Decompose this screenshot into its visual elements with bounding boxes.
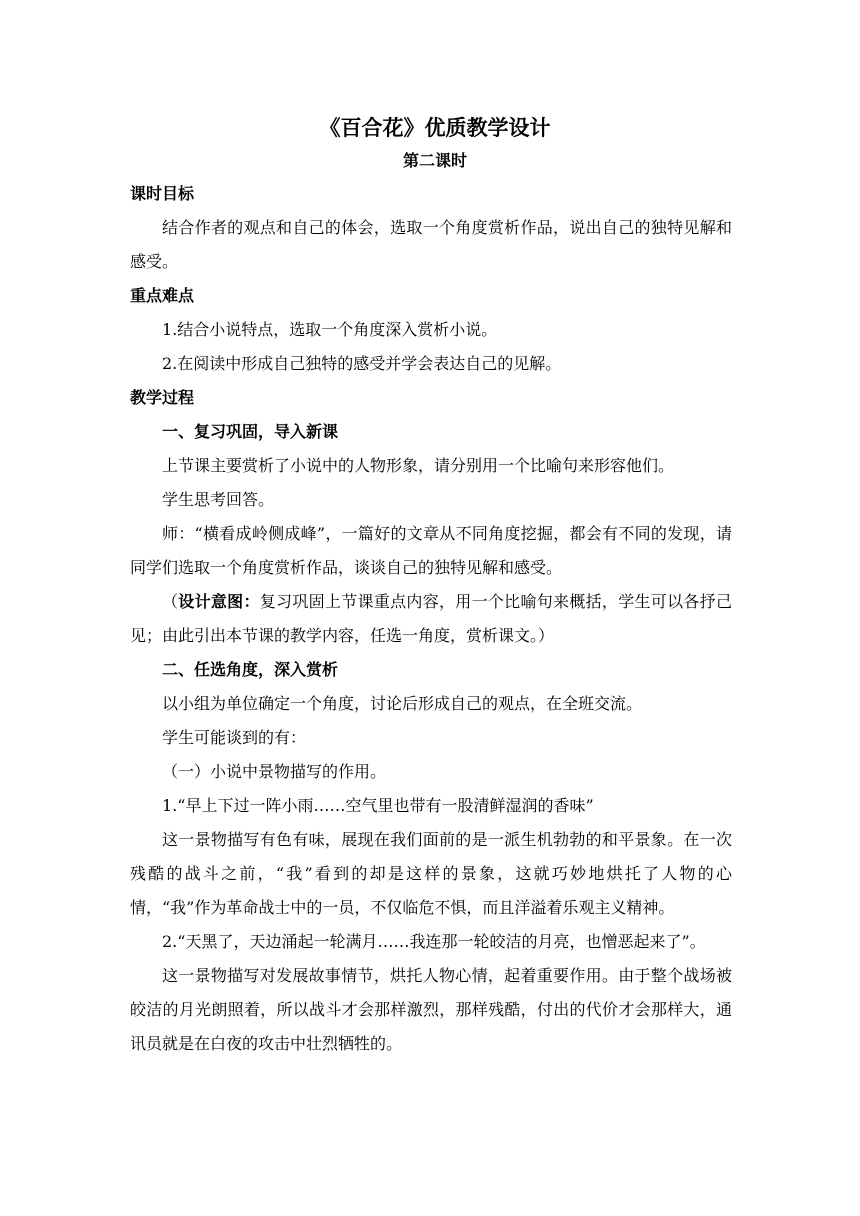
quote-1: 1.“早上下过一阵小雨……空气里也带有一股清鲜湿润的香味” — [162, 796, 594, 815]
step2-subheading-1: （一）小说中景物描写的作用。 — [162, 762, 387, 781]
step2-heading: 二、任选角度，深入赏析 — [162, 660, 339, 679]
document-subtitle: 第二课时 — [402, 151, 467, 170]
design-intent-label: 设计意图： — [178, 592, 260, 611]
note-open-paren: （ — [162, 592, 179, 611]
key-point-item-2: 2.在阅读中形成自己独特的感受并学会表达自己的见解。 — [162, 354, 562, 373]
document-content — [130, 111, 732, 1061]
step2-paragraph-1: 以小组为单位确定一个角度，讨论后形成自己的观点，在全班交流。 — [162, 694, 643, 713]
key-point-item-1: 1.结合小说特点，选取一个角度深入赏析小说。 — [162, 320, 498, 339]
quote-2: 2.“天黑了，天边涌起一轮满月……我连那一轮皎洁的月亮，也憎恶起来了”。 — [162, 932, 706, 951]
step1-heading: 一、复习巩固，导入新课 — [162, 422, 339, 441]
step1-paragraph-2: 学生思考回答。 — [162, 490, 275, 509]
process-heading: 教学过程 — [130, 388, 195, 407]
design-intent-text: 复习巩固上节课重点内容，用一个比喻句来概括，学生可以各抒己见；由此引出本节课的教学内容，任选一角度，赏析课文。） — [130, 592, 732, 645]
key-points-heading: 重点难点 — [130, 286, 195, 305]
step1-paragraph-3: 师：“横看成岭侧成峰”，一篇好的文章从不同角度挖掘，都会有不同的发现，请同学们选取一个角度赏析作品，谈谈自己的独特见解和感受。 — [130, 524, 732, 577]
analysis-2: 这一景物描写对发展故事情节，烘托人物心情，起着重要作用。由于整个战场被皎洁的月光朗照着，所以战斗才会那样激烈，那样残酷，付出的代价才会那样大，通讯员就是在白夜的攻击中壮烈牺牲的。 — [130, 966, 732, 1053]
step2-paragraph-2: 学生可能谈到的有： — [162, 728, 307, 747]
goal-heading: 课时目标 — [130, 184, 195, 203]
analysis-1: 这一景物描写有色有味，展现在我们面前的是一派生机勃勃的和平景象。在一次残酷的战斗之前，“我”看到的却是这样的景象，这就巧妙地烘托了人物的心情，“我”作为革命战士中的一员，不仅临危不惧，而且洋溢着乐观主义精神。 — [130, 830, 732, 917]
step1-paragraph-1: 上节课主要赏析了小说中的人物形象，请分别用一个比喻句来形容他们。 — [162, 456, 675, 475]
goal-paragraph: 结合作者的观点和自己的体会，选取一个角度赏析作品，说出自己的独特见解和感受。 — [130, 218, 732, 271]
document-title: 《百合花》优质教学设计 — [319, 115, 551, 140]
design-intent-note — [130, 585, 732, 653]
